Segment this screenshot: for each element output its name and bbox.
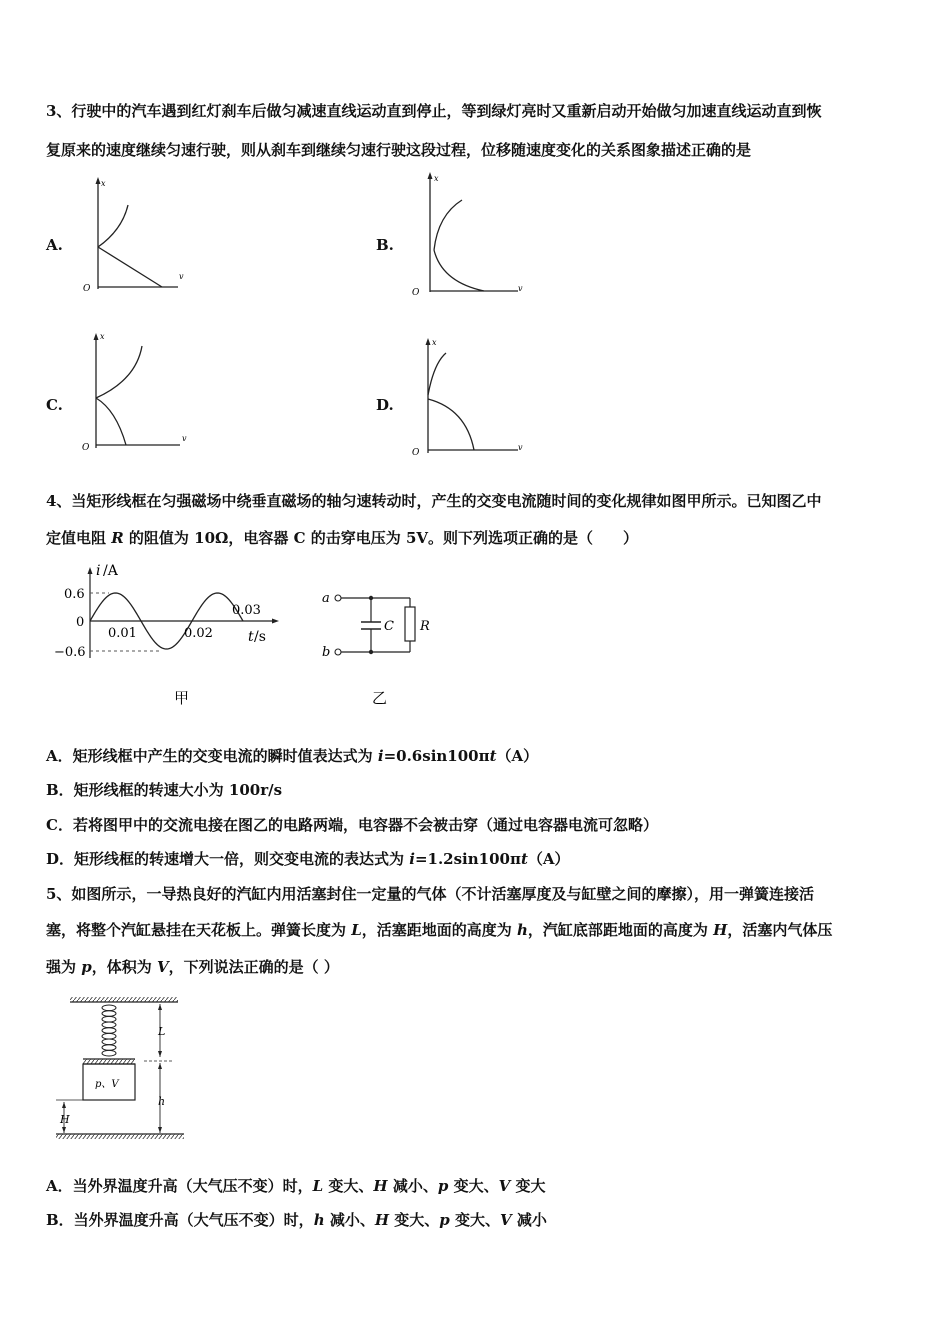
label-L: L — [158, 1025, 166, 1038]
spring-coil — [102, 1028, 116, 1034]
y-tick-bottom: −0.6 — [54, 645, 86, 660]
origin-label: O — [412, 448, 420, 458]
curve-upper — [98, 205, 128, 247]
q4-option-c[interactable]: C．若将图甲中的交流电接在图乙的电路两端，电容器不会被击穿（通过电容器电流可忽略） — [46, 816, 658, 834]
gas-label: p、V — [95, 1079, 119, 1090]
ground-hatch — [56, 1134, 184, 1139]
q3-option-c-label[interactable]: C. — [46, 396, 63, 414]
curve-lower — [434, 250, 484, 291]
label-h: h — [158, 1095, 166, 1108]
q4-option-b[interactable]: B．矩形线框的转速大小为 100r/s — [46, 781, 283, 799]
y-arrow-icon — [94, 333, 99, 340]
t-arrow-icon — [272, 619, 279, 624]
label-H: H — [60, 1113, 70, 1126]
q3-option-a-label[interactable]: A. — [46, 236, 63, 254]
spring-coil — [102, 1039, 116, 1045]
label-a: a — [322, 591, 330, 606]
graph-caption-jia: 甲 — [174, 689, 190, 707]
spring-coil — [102, 1022, 116, 1028]
x-tick-2: 0.02 — [184, 626, 213, 641]
q5-line3: 强为 p，体积为 V，下列说法正确的是（ ） — [46, 958, 339, 976]
y-axis-label: x — [100, 332, 105, 341]
y-axis-label: x — [101, 179, 106, 188]
origin-label: O — [412, 288, 420, 298]
label-C: C — [384, 619, 394, 634]
spring — [102, 1005, 116, 1056]
y-tick-zero: 0 — [76, 615, 85, 630]
y-axis-label-unit: /A — [103, 563, 118, 579]
q5-line1: 5、如图所示，一导热良好的汽缸内用活塞封住一定量的气体（不计活塞厚度及与缸壁之间的摩擦），用一弹簧连接活 — [46, 885, 814, 903]
terminal-a[interactable] — [335, 595, 341, 601]
x-axis-label: v — [518, 284, 523, 293]
q3-graph-a[interactable] — [80, 175, 200, 300]
x-axis-label: v — [518, 443, 523, 452]
x-tick-1: 0.01 — [108, 626, 137, 641]
curve-upper — [434, 200, 462, 250]
x-axis-label: v — [182, 434, 187, 443]
dim-H-arrow-bottom-icon — [62, 1127, 66, 1133]
label-R: R — [420, 619, 430, 634]
q4-line2: 定值电阻 R 的阻值为 10Ω，电容器 C 的击穿电压为 5V。则下列选项正确的是（ ） — [46, 529, 639, 547]
q4-option-a[interactable]: A．矩形线框中产生的交变电流的瞬时值表达式为 i=0.6sin100πt（A） — [46, 747, 539, 765]
terminal-b[interactable] — [335, 649, 341, 655]
q5-option-b[interactable]: B．当外界温度升高（大气压不变）时，h 减小、H 变大、p 变大、V 减小 — [46, 1211, 547, 1229]
q3-line1: 3、行驶中的汽车遇到红灯刹车后做匀减速直线运动直到停止，等到绿灯亮时又重新启动开始做匀加速直线运动直到恢 — [46, 102, 822, 120]
y-arrow-icon — [426, 338, 431, 345]
resistor — [405, 607, 415, 641]
x-axis-label: v — [179, 272, 184, 281]
y-arrow-icon — [96, 177, 101, 184]
dim-L-arrow-top-icon — [158, 1004, 162, 1010]
ceiling-hatch — [70, 997, 178, 1002]
spring-coil — [102, 1005, 116, 1011]
spring-coil — [102, 1045, 116, 1051]
y-arrow-icon — [88, 567, 93, 574]
q5-line2: 塞，将整个汽缸悬挂在天花板上。弹簧长度为 L，活塞距地面的高度为 h，汽缸底部距地面的高度为 H，活塞内气体压 — [46, 921, 833, 939]
y-axis-label: x — [432, 338, 437, 347]
spring-coil — [102, 1016, 116, 1022]
curve-lower — [96, 398, 126, 445]
q3-option-b-label[interactable]: B. — [376, 236, 394, 254]
dim-H-arrow-top-icon — [62, 1102, 66, 1108]
spring-coil — [102, 1011, 116, 1017]
y-tick-top: 0.6 — [64, 587, 85, 602]
y-axis-label: x — [434, 174, 439, 183]
dim-L-arrow-bottom-icon — [158, 1051, 162, 1057]
q4-circuit-yi[interactable] — [316, 580, 436, 710]
q3-graph-d[interactable] — [408, 335, 538, 460]
q4-option-d[interactable]: D．矩形线框的转速增大一倍，则交变电流的表达式为 i=1.2sin100πt（A） — [46, 850, 570, 868]
q3-line2: 复原来的速度继续匀速行驶，则从刹车到继续匀速行驶这段过程，位移随速度变化的关系图象描述正确的是 — [46, 141, 752, 159]
curve-upper — [428, 353, 446, 395]
dim-h-arrow-bottom-icon — [158, 1127, 162, 1133]
y-arrow-icon — [428, 172, 433, 179]
curve-lower — [98, 247, 162, 287]
origin-label: O — [82, 443, 90, 453]
q5-option-a[interactable]: A．当外界温度升高（大气压不变）时，L 变大、H 减小、p 变大、V 变大 — [46, 1177, 546, 1195]
curve-upper — [96, 346, 142, 398]
dim-h-arrow-top-icon — [158, 1063, 162, 1069]
t-axis-label-unit: /s — [254, 629, 266, 645]
label-b: b — [322, 645, 331, 660]
q4-line1: 4、当矩形线框在匀强磁场中绕垂直磁场的轴匀速转动时，产生的交变电流随时间的变化规律如图甲所示。已知图乙中 — [46, 492, 822, 510]
x-tick-3: 0.03 — [232, 603, 261, 618]
origin-label: O — [83, 284, 91, 294]
q3-option-d-label[interactable]: D. — [376, 396, 394, 414]
spring-coil — [102, 1050, 116, 1056]
q3-graph-c[interactable] — [80, 330, 200, 455]
q3-graph-b[interactable] — [410, 170, 540, 300]
piston-hatch — [83, 1059, 135, 1064]
circuit-caption-yi: 乙 — [372, 689, 388, 707]
q5-cylinder-figure[interactable] — [50, 995, 190, 1145]
curve-lower — [428, 399, 474, 450]
spring-coil — [102, 1033, 116, 1039]
y-axis-label-i: i — [96, 563, 101, 579]
q4-graph-jia[interactable] — [46, 558, 286, 710]
t-axis-label-t: t — [248, 629, 254, 645]
